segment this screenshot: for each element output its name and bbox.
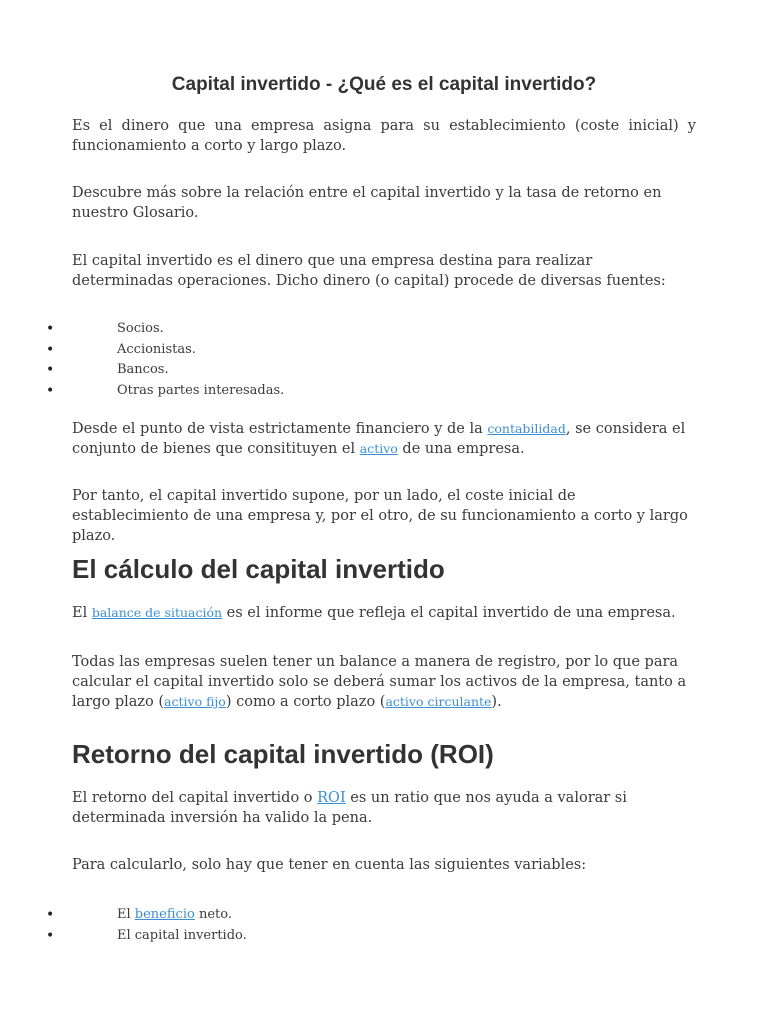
activo-fijo-link[interactable]: activo fijo — [164, 694, 226, 709]
bullet-icon: • — [46, 383, 55, 400]
balance-link[interactable]: balance de situación — [91, 605, 223, 620]
contabilidad-paragraph: Desde el punto de vista estrictamente financiero y de la contabilidad, se considera el conjunto de bienes que consitituyen el activo de una empresa. — [72, 421, 686, 457]
page-title: Capital invertido - ¿Qué es el capital invertido? — [171, 74, 597, 95]
balance-paragraph: El balance de situación es el informe que refleja el capital invertido de una empresa. — [72, 605, 676, 621]
variables-list — [0, 905, 700, 946]
intro-paragraph: Es el dinero que una empresa asigna para su establecimiento (coste inicial) y funcionamiento a corto y largo plazo. — [72, 118, 696, 154]
activo-link[interactable]: activo — [359, 441, 398, 456]
beneficio-link[interactable]: beneficio — [134, 907, 195, 922]
contabilidad-link[interactable]: contabilidad — [487, 421, 566, 436]
roi-paragraph: El retorno del capital invertido o ROI es un ratio que nos ayuda a valorar si determinada inversión ha valido la pena. — [72, 790, 627, 826]
fuentes-paragraph: El capital invertido es el dinero que una empresa destina para realizar determinadas operaciones. Dicho dinero (o capital) procede de diversas fuentes: — [72, 253, 666, 289]
bullet-icon: • — [46, 907, 55, 923]
glosario-paragraph: Descubre más sobre la relación entre el capital invertido y la tasa de retorno en nuestro Glosario. — [72, 185, 662, 221]
list-item: • Socios. — [0, 319, 700, 340]
roi-link[interactable]: ROI — [317, 790, 346, 806]
heading-retorno: Retorno del capital invertido (ROI) — [72, 739, 494, 769]
todas-paragraph: Todas las empresas suelen tener un balance a manera de registro, por lo que para calcular el capital invertido solo se deberá sumar los activos de la empresa, tanto a largo plazo (activo fijo) como a corto plazo (activo circulante). — [72, 654, 687, 710]
calcular-paragraph: Para calcularlo, solo hay que tener en cuenta las siguientes variables: — [72, 857, 587, 873]
activo-circulante-link[interactable]: activo circulante — [385, 694, 492, 709]
list-item: • Accionistas. — [0, 340, 700, 361]
list-item: • Otras partes interesadas. — [0, 381, 700, 402]
list-item: • El capital invertido. — [0, 926, 700, 947]
heading-calculo: El cálculo del capital invertido — [72, 554, 445, 584]
bullet-icon: • — [46, 341, 55, 358]
bullet-icon: • — [46, 321, 55, 337]
bullet-icon: • — [46, 927, 55, 944]
fuentes-list — [0, 319, 700, 402]
list-item: • El beneficio neto. — [0, 905, 700, 926]
portanto-paragraph: Por tanto, el capital invertido supone, por un lado, el coste inicial de establecimiento de una empresa y, por el otro, de su funcionamiento a corto y largo plazo. — [72, 488, 688, 544]
list-item: • Bancos. — [0, 360, 700, 381]
bullet-icon: • — [46, 362, 55, 379]
